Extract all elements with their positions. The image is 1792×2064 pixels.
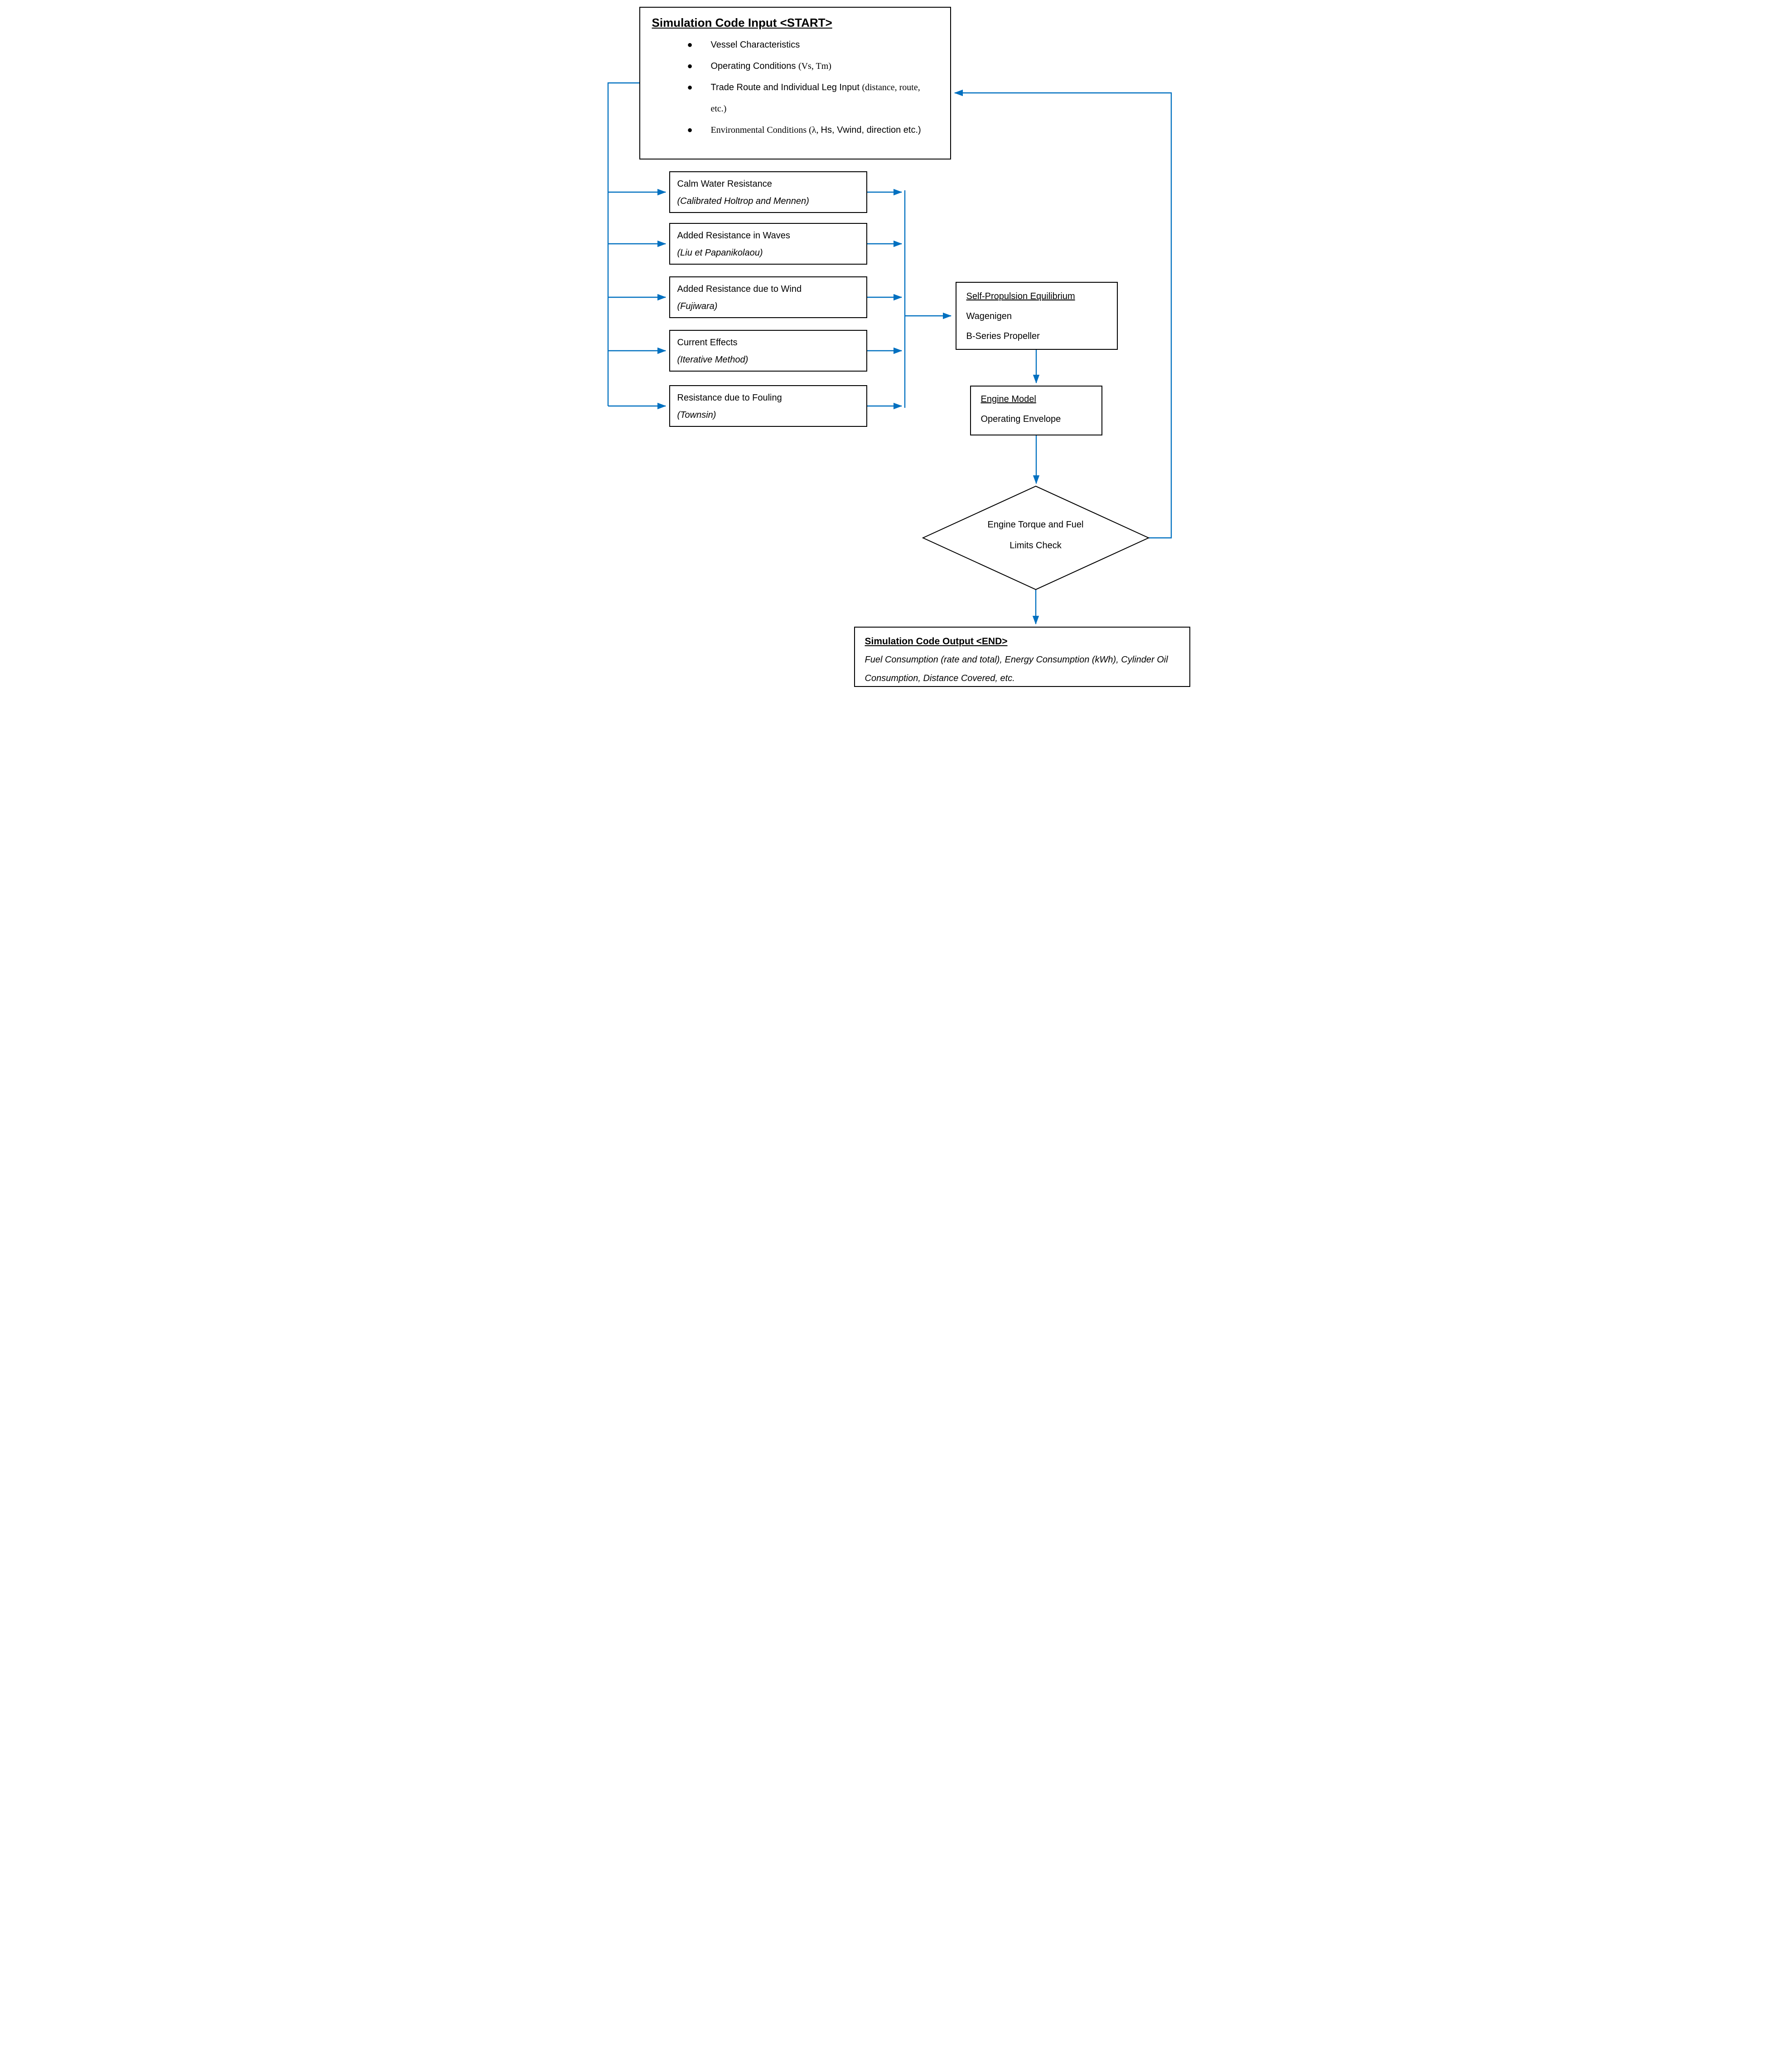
decision-diamond-label bbox=[934, 514, 1138, 556]
bullet-text: Vessel Characteristics bbox=[710, 40, 800, 50]
resistance-method: (Fujiwara) bbox=[677, 301, 718, 311]
simulation-output-box bbox=[854, 627, 1190, 687]
bullet-text: Hs, Vwind, direction etc.) bbox=[821, 125, 921, 135]
engine-model-box bbox=[970, 386, 1102, 435]
engine-model-line1: Operating Envelope bbox=[981, 414, 1061, 424]
self-propulsion-line1: Wagenigen bbox=[966, 311, 1012, 321]
bullet-trade-route bbox=[652, 77, 938, 120]
calm-water-resistance-box bbox=[669, 171, 867, 213]
flowchart-canvas bbox=[598, 0, 1195, 688]
resistance-method: (Liu et Papanikolaou) bbox=[677, 248, 763, 258]
resistance-method: (Iterative Method) bbox=[677, 355, 749, 365]
bullet-text-serif: (Vs, Tm) bbox=[798, 61, 831, 71]
bullet-icon: ● bbox=[687, 125, 693, 135]
input-trunk-line bbox=[608, 83, 639, 406]
bullet-icon: ● bbox=[687, 82, 693, 92]
added-resistance-waves-box bbox=[669, 223, 867, 265]
simulation-output-title: Simulation Code Output <END> bbox=[865, 636, 1008, 647]
self-propulsion-title: Self-Propulsion Equilibrium bbox=[966, 291, 1075, 301]
resistance-fouling-box bbox=[669, 385, 867, 427]
simulation-input-title: Simulation Code Input <START> bbox=[652, 16, 832, 29]
simulation-input-box bbox=[639, 7, 951, 160]
resistance-method: (Calibrated Holtrop and Mennen) bbox=[677, 196, 809, 206]
bullet-vessel-characteristics bbox=[652, 34, 938, 56]
resistance-method: (Townsin) bbox=[677, 410, 716, 420]
bullet-icon: ● bbox=[687, 61, 693, 71]
added-resistance-wind-box bbox=[669, 276, 867, 318]
resistance-name: Added Resistance due to Wind bbox=[677, 284, 802, 294]
resistance-name: Resistance due to Fouling bbox=[677, 393, 782, 403]
simulation-output-body: Fuel Consumption (rate and total), Energy Consumption (kWh), Cylinder Oil Consumption, Distance Covered, etc. bbox=[865, 655, 1168, 683]
self-propulsion-line2: B-Series Propeller bbox=[966, 331, 1040, 341]
bullet-icon: ● bbox=[687, 40, 693, 50]
self-propulsion-box bbox=[956, 282, 1118, 350]
bullet-environmental-conditions bbox=[652, 120, 938, 141]
decision-line1: Engine Torque and Fuel bbox=[987, 520, 1084, 530]
current-effects-box bbox=[669, 330, 867, 372]
bullet-operating-conditions bbox=[652, 56, 938, 77]
bullet-text-serif: (distance, route, etc.) bbox=[710, 82, 920, 114]
engine-model-title: Engine Model bbox=[981, 394, 1036, 404]
bullet-text: Operating Conditions bbox=[710, 61, 798, 71]
resistance-name: Added Resistance in Waves bbox=[677, 231, 790, 241]
resistance-name: Current Effects bbox=[677, 338, 738, 348]
bullet-text: Trade Route and Individual Leg Input bbox=[710, 82, 862, 92]
decision-line2: Limits Check bbox=[1010, 541, 1062, 551]
resistance-name: Calm Water Resistance bbox=[677, 179, 772, 189]
bullet-text-serif: Environmental Conditions (λ, bbox=[710, 125, 821, 135]
input-bullet-list bbox=[652, 34, 938, 141]
